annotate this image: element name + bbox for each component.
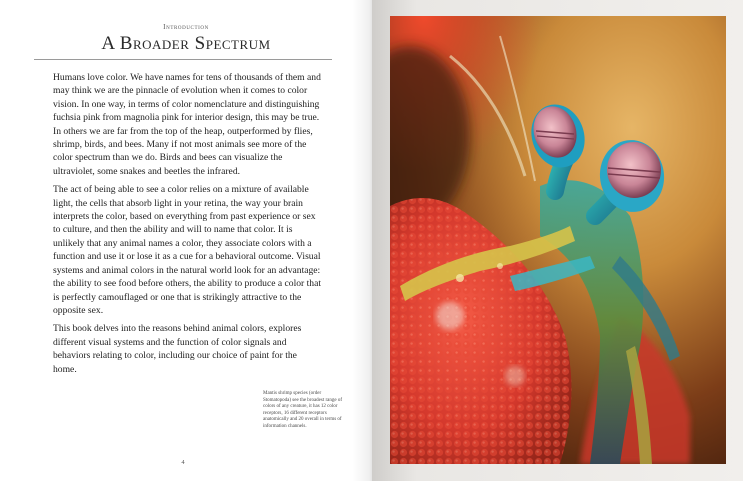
page-number: 4 xyxy=(181,459,185,466)
section-kicker: Introduction xyxy=(163,23,209,31)
paragraph-1: Humans love color. We have names for tens of thousands of them and may think we are the pinnacle of evolution when it comes to color vision. In one way, in terms of color nomenclature and distinguishing fuchsia pink from magnolia pink for interior design, this may be true. In others we are far from the top of the heap, outperformed by flies, shrimp, birds, and bees. Many if not most animals see more of the color spectrum than we do. Birds and bees can visualize the ultraviolet, some snakes and beetles the infrared. xyxy=(53,72,321,177)
paragraph-2: The act of being able to see a color relies on a mixture of available light, the cells that absorb light in your retina, the way your brain interprets the color, based on everything from past experience or sex to culture, and then the ability and will to name that color. It is unlikely that any animal names a color, they associate colors with a function and use it or lose it as a cue for a behavioral outcome. Visual systems and animal colors in the natural world look for an advantage: the ability to see food before others, the ability to produce a color that is perfectly camouflaged or one that is strikingly attractive to the opposite sex. xyxy=(53,184,322,316)
title-rule xyxy=(34,59,332,60)
paragraph-3: This book delves into the reasons behind animal colors, explores different visual systems and the function of color signals and behaviors relating to color, including our choice of paint for the home. xyxy=(53,323,302,375)
mantis-shrimp-photo xyxy=(390,16,726,464)
page-title: A Broader Spectrum xyxy=(101,33,271,54)
body-text xyxy=(53,71,323,381)
photo-caption: Mantis shrimp species (order Stomatopoda) see the broadest range of colors of any creature, it has 12 color receptors, 16 different receptors anatomically and 20 overall in terms of information channels. xyxy=(263,391,343,429)
